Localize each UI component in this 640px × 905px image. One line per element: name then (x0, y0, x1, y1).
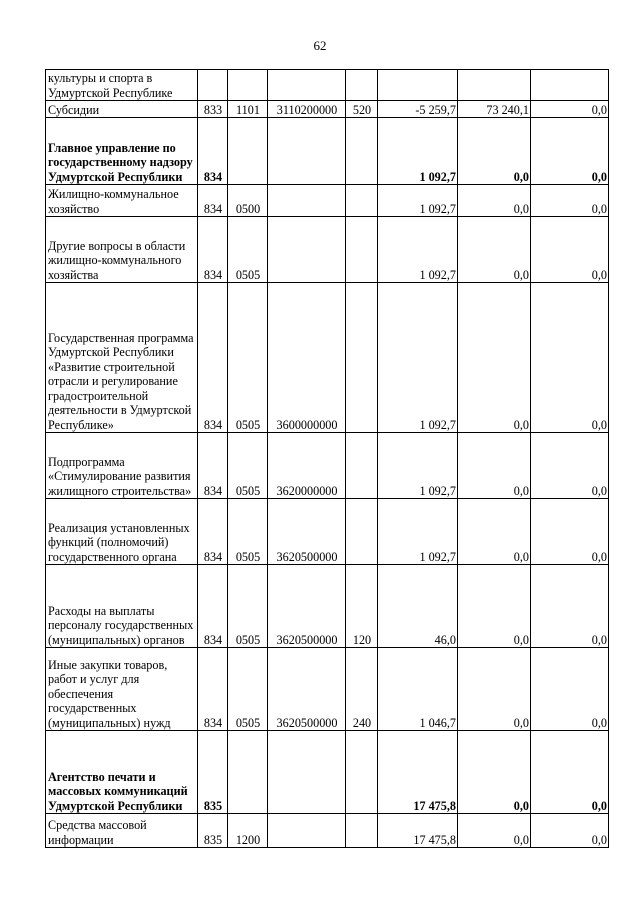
row-expense-type: 120 (346, 565, 378, 648)
row-amount-2: 0,0 (458, 185, 531, 217)
row-name: Расходы на выплаты персоналу государственных (муниципальных) органов (46, 565, 198, 648)
row-expense-type: 520 (346, 101, 378, 118)
row-target-code (268, 814, 346, 848)
row-expense-type (346, 70, 378, 101)
row-target-code (268, 185, 346, 217)
row-target-code (268, 118, 346, 185)
row-amount-2: 0,0 (458, 283, 531, 433)
page-number: 62 (313, 38, 327, 53)
row-ministry-code: 835 (198, 731, 228, 814)
row-amount-3: 0,0 (531, 565, 609, 648)
row-section-code: 0505 (228, 648, 268, 731)
row-amount-2: 0,0 (458, 217, 531, 283)
row-ministry-code: 834 (198, 499, 228, 565)
table-row (46, 565, 609, 648)
row-target-code: 3620500000 (268, 565, 346, 648)
table-row (46, 499, 609, 565)
row-name: Другие вопросы в области жилищно-коммунального хозяйства (46, 217, 198, 283)
row-amount-3: 0,0 (531, 731, 609, 814)
budget-table (45, 69, 609, 848)
row-name: Государственная программа Удмуртской Республики «Развитие строительной отрасли и регулирование градостроительной деятельности в Удмуртской Республике» (46, 283, 198, 433)
row-expense-type (346, 283, 378, 433)
table-row (46, 433, 609, 499)
row-expense-type (346, 185, 378, 217)
table-row (46, 814, 609, 848)
row-expense-type (346, 499, 378, 565)
row-section-code (228, 70, 268, 101)
row-ministry-code: 834 (198, 118, 228, 185)
table-row (46, 731, 609, 814)
row-name: Агентство печати и массовых коммуникаций Удмуртской Республики (46, 731, 198, 814)
row-amount-3: 0,0 (531, 101, 609, 118)
row-amount-3: 0,0 (531, 217, 609, 283)
row-ministry-code: 834 (198, 185, 228, 217)
row-amount-2: 0,0 (458, 565, 531, 648)
row-section-code: 0505 (228, 433, 268, 499)
row-ministry-code: 833 (198, 101, 228, 118)
table-row (46, 648, 609, 731)
row-target-code: 3620500000 (268, 648, 346, 731)
row-name: Главное управление по государственному надзору Удмуртской Республики (46, 118, 198, 185)
row-amount-1: 17 475,8 (378, 814, 458, 848)
row-amount-2: 0,0 (458, 731, 531, 814)
row-ministry-code (198, 70, 228, 101)
row-amount-1 (378, 70, 458, 101)
row-target-code (268, 217, 346, 283)
row-section-code: 0505 (228, 217, 268, 283)
table-row (46, 70, 609, 101)
row-amount-3: 0,0 (531, 814, 609, 848)
row-target-code (268, 70, 346, 101)
row-section-code: 1200 (228, 814, 268, 848)
row-expense-type (346, 433, 378, 499)
row-amount-3: 0,0 (531, 499, 609, 565)
row-target-code: 3620500000 (268, 499, 346, 565)
row-target-code: 3600000000 (268, 283, 346, 433)
row-expense-type (346, 118, 378, 185)
row-amount-1: 1 092,7 (378, 283, 458, 433)
row-expense-type (346, 814, 378, 848)
row-amount-1: 1 092,7 (378, 118, 458, 185)
table-row (46, 185, 609, 217)
table-row (46, 217, 609, 283)
row-ministry-code: 834 (198, 283, 228, 433)
row-section-code (228, 731, 268, 814)
row-amount-3: 0,0 (531, 648, 609, 731)
row-amount-2: 0,0 (458, 648, 531, 731)
row-expense-type (346, 217, 378, 283)
row-name: Реализация установленных функций (полномочий) государственного органа (46, 499, 198, 565)
row-name: Иные закупки товаров, работ и услуг для обеспечения государственных (муниципальных) нужд (46, 648, 198, 731)
row-section-code: 0500 (228, 185, 268, 217)
row-section-code: 0505 (228, 283, 268, 433)
row-amount-2: 0,0 (458, 499, 531, 565)
row-amount-1: 17 475,8 (378, 731, 458, 814)
row-amount-1: -5 259,7 (378, 101, 458, 118)
row-name: культуры и спорта в Удмуртской Республике (46, 70, 198, 101)
row-amount-2: 73 240,1 (458, 101, 531, 118)
row-amount-1: 1 092,7 (378, 433, 458, 499)
row-amount-1: 1 046,7 (378, 648, 458, 731)
row-amount-3 (531, 70, 609, 101)
row-name: Средства массовой информации (46, 814, 198, 848)
table-row (46, 118, 609, 185)
row-target-code: 3620000000 (268, 433, 346, 499)
row-section-code: 1101 (228, 101, 268, 118)
row-target-code (268, 731, 346, 814)
row-amount-3: 0,0 (531, 433, 609, 499)
row-name: Подпрограмма «Стимулирование развития жилищного строительства» (46, 433, 198, 499)
row-amount-2 (458, 70, 531, 101)
row-section-code (228, 118, 268, 185)
row-ministry-code: 834 (198, 565, 228, 648)
table-row (46, 283, 609, 433)
row-target-code: 3110200000 (268, 101, 346, 118)
row-ministry-code: 834 (198, 648, 228, 731)
row-expense-type (346, 731, 378, 814)
row-amount-1: 46,0 (378, 565, 458, 648)
row-amount-1: 1 092,7 (378, 499, 458, 565)
row-ministry-code: 834 (198, 433, 228, 499)
row-amount-3: 0,0 (531, 118, 609, 185)
row-ministry-code: 834 (198, 217, 228, 283)
row-amount-2: 0,0 (458, 118, 531, 185)
row-amount-1: 1 092,7 (378, 185, 458, 217)
row-section-code: 0505 (228, 499, 268, 565)
row-ministry-code: 835 (198, 814, 228, 848)
row-amount-2: 0,0 (458, 433, 531, 499)
row-amount-2: 0,0 (458, 814, 531, 848)
row-amount-3: 0,0 (531, 185, 609, 217)
table-row (46, 101, 609, 118)
row-expense-type: 240 (346, 648, 378, 731)
row-amount-3: 0,0 (531, 283, 609, 433)
row-section-code: 0505 (228, 565, 268, 648)
row-name: Жилищно-коммунальное хозяйство (46, 185, 198, 217)
row-name: Субсидии (46, 101, 198, 118)
row-amount-1: 1 092,7 (378, 217, 458, 283)
